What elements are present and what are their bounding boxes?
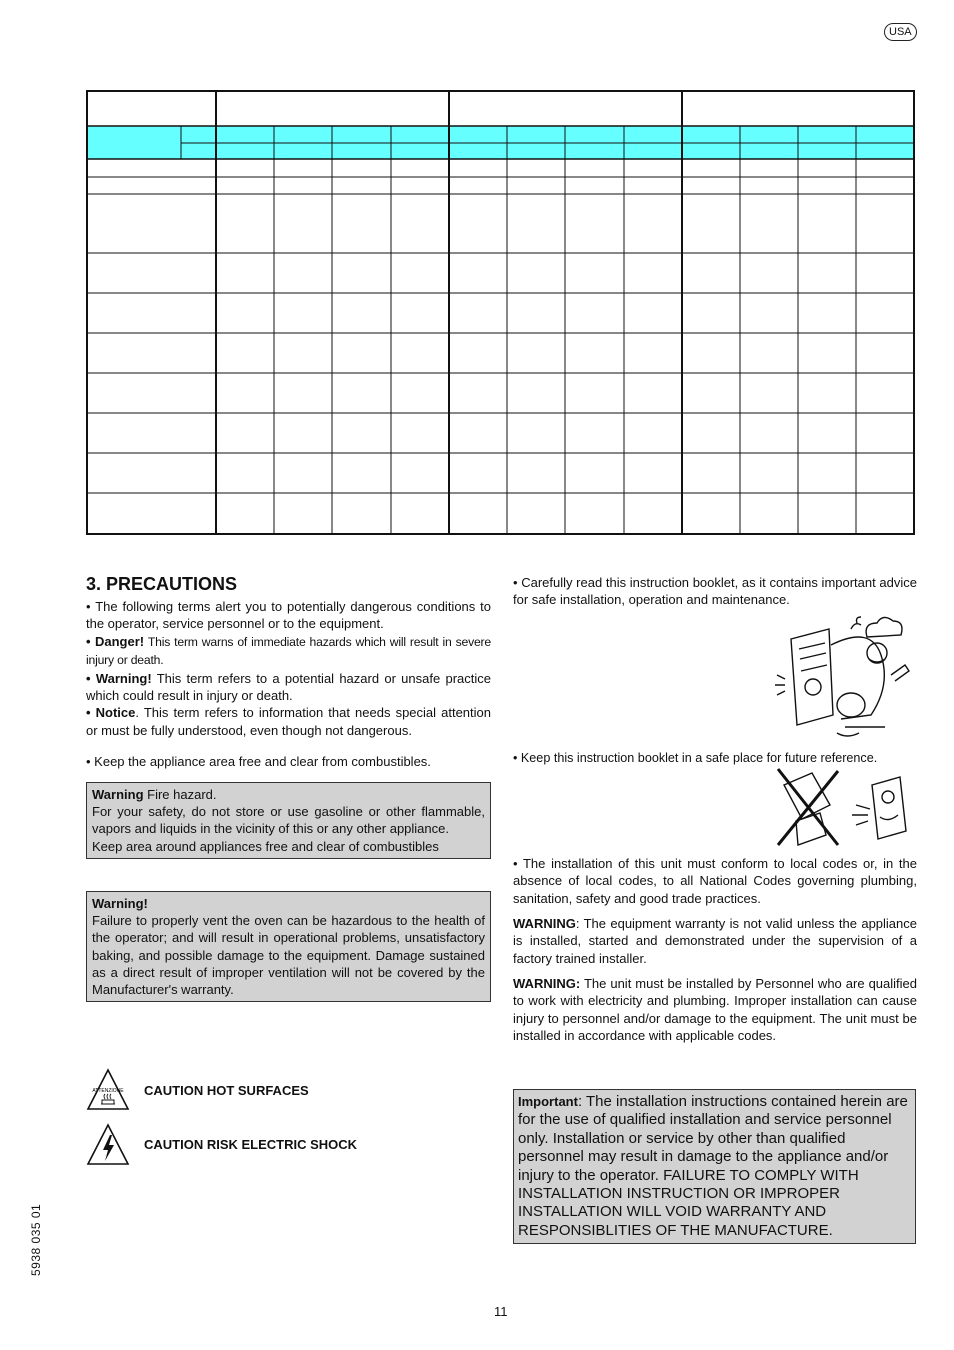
- fire-hazard-label-rest: Fire hazard.: [143, 787, 217, 802]
- ventilation-warning-box: [86, 891, 491, 1002]
- warranty-warning-label: WARNING: [513, 916, 576, 931]
- document-code: 5938 035 01: [29, 1203, 43, 1276]
- precautions-intro: [86, 598, 491, 739]
- important-text: : The installation instructions contained herein are for the use of qualified installation and service personnel only. Installation or service by other than qualified personnel may result in damage to the appliance and/or injury to the operator. FAILURE TO COMPLY WITH INSTALLATION INSTRUCTION OR IMPROPER INSTALLATION WILL VOID WARRANTY AND RESPONSIBLITIES OF THE MANUFACTURE.: [518, 1093, 908, 1239]
- important-label: Important: [518, 1094, 578, 1109]
- ventilation-warning-label: Warning!: [92, 896, 148, 911]
- danger-paragraph: [86, 633, 491, 670]
- hot-icon-caption: ATTENZIONE: [92, 1088, 124, 1094]
- notice-paragraph: [86, 704, 491, 739]
- caution-electric-shock: CAUTION RISK ELECTRIC SHOCK: [144, 1137, 358, 1152]
- warning-label: • Warning!: [86, 670, 152, 686]
- danger-label: • Danger!: [86, 633, 145, 649]
- keep-booklet-paragraph: • Keep this instruction booklet in a safe place for future reference.: [513, 751, 878, 765]
- warranty-warning-paragraph: [513, 915, 917, 967]
- warranty-warning-text: : The equipment warranty is not valid unless the appliance is installed, started and demonstrated under the supervision of a factory trained installer.: [513, 916, 917, 966]
- personnel-warning-label: WARNING:: [513, 976, 581, 991]
- page-number: 11: [494, 1304, 508, 1319]
- personnel-warning-paragraph: [513, 975, 917, 1045]
- ventilation-warning-text: Failure to properly vent the oven can be hazardous to the health of the operator; and will result in operational problems, unsatisfactory baking, and possible damage to the equipment. Damage sustained as a direct result of improper ventilation will not be covered by the Manufacturer's warranty.: [92, 913, 485, 998]
- fire-hazard-heading: [92, 786, 485, 803]
- danger-text: This term warns of immediate hazards which will result in severe injury or death.: [86, 634, 491, 668]
- personnel-warning-text: The unit must be installed by Personnel who are qualified to work with electricity and plumbing. Improper installation can cause injury to personnel and/or damage to the equipment. The unit must be installed in accordance with applicable codes.: [513, 976, 917, 1044]
- section-title: 3. PRECAUTIONS: [86, 574, 238, 594]
- warning-text: This term refers to a potential hazard or unsafe practice which could result in injury or death.: [86, 670, 491, 704]
- electric-shock-warning-icon: [86, 1123, 130, 1172]
- fire-hazard-box: [86, 782, 491, 859]
- damaged-manual-illustration: [772, 765, 918, 856]
- keep-area-paragraph: • Keep the appliance area free and clear from combustibles.: [86, 754, 431, 769]
- region-badge: USA: [884, 23, 917, 41]
- warning-paragraph: [86, 670, 491, 705]
- notice-label: • Notice: [86, 705, 136, 721]
- read-booklet-paragraph: • Carefully read this instruction booklet, as it contains important advice for safe installation, operation and maintenance.: [513, 575, 917, 608]
- codes-paragraph: • The installation of this unit must conform to local codes or, in the absence of local codes, to all National Codes governing plumbing, sanitation, safety and good trade practices.: [513, 856, 917, 906]
- important-installation-box: [513, 1089, 916, 1244]
- fire-hazard-text: For your safety, do not store or use gasoline or other flammable, vapors and liquids in the vicinity of this or any other appliance.: [92, 804, 485, 837]
- fire-hazard-label: Warning: [92, 787, 144, 802]
- fire-hazard-keep-clear: Keep area around appliances free and clear of combustibles: [92, 838, 439, 854]
- caution-hot-surfaces: CAUTION HOT SURFACES: [144, 1083, 309, 1098]
- hot-surface-warning-icon: [86, 1068, 130, 1117]
- spec-table: [86, 90, 915, 535]
- intro-paragraph: • The following terms alert you to potentially dangerous conditions to the operator, service personnel or to the equipment.: [86, 599, 491, 632]
- spec-table-grid: [86, 90, 915, 535]
- notice-text: . This term refers to information that needs special attention or must be fully understood, even though not dangerous.: [86, 705, 492, 738]
- chef-reading-manual-illustration: [771, 615, 917, 748]
